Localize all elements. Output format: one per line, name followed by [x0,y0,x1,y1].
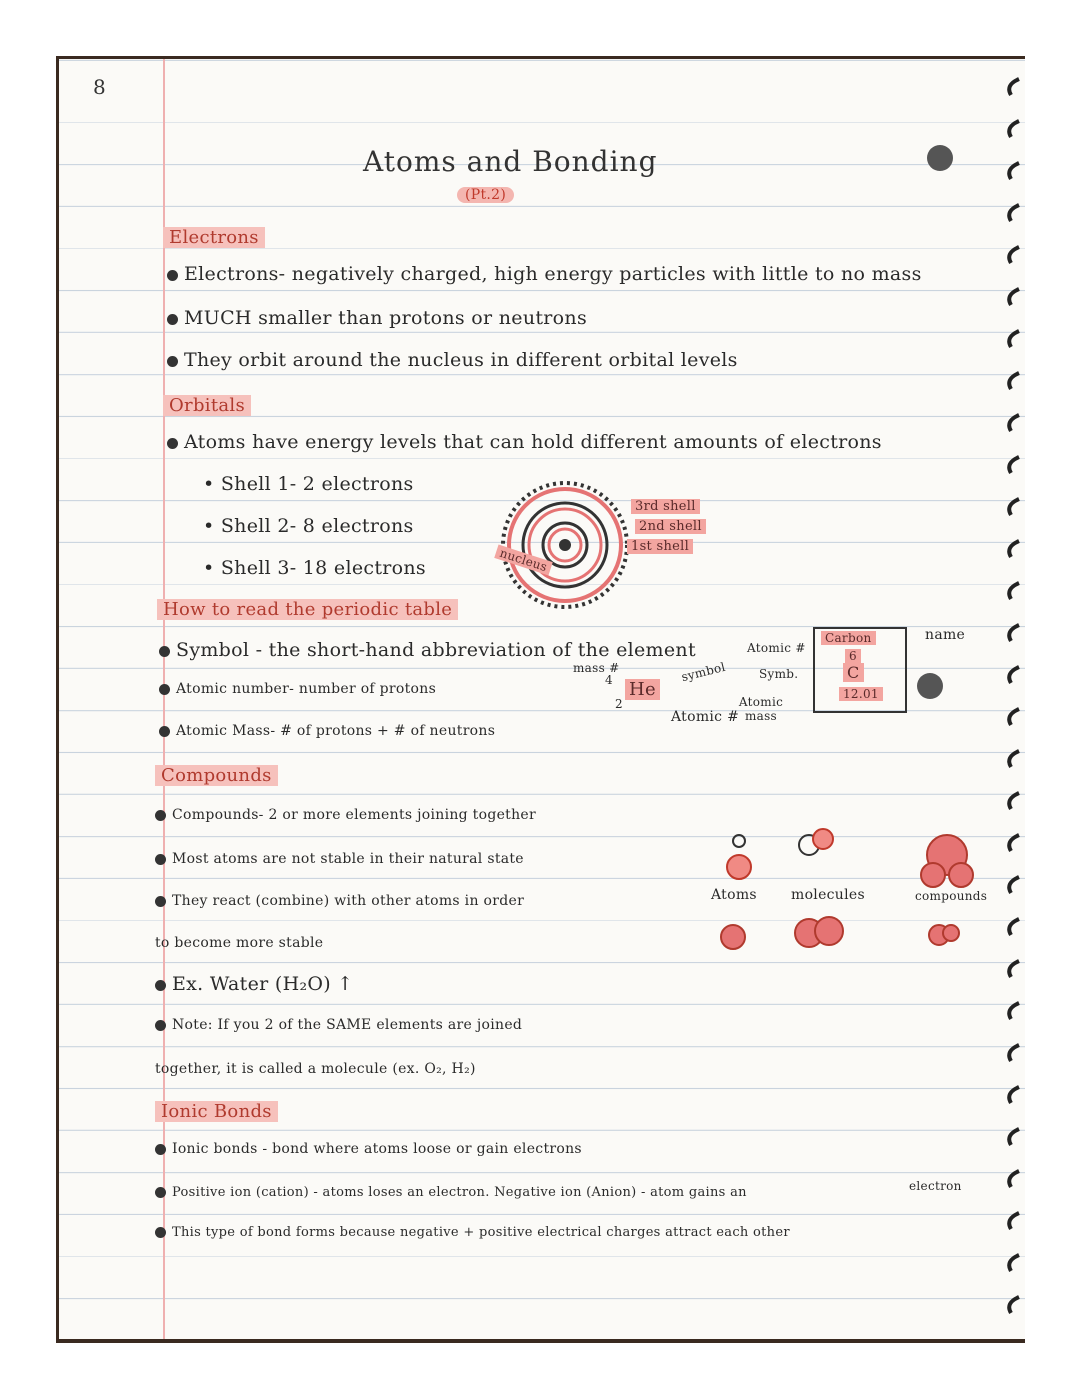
bullet-icon [155,1020,166,1031]
compounds-line-1: Compounds- 2 or more elements joining together [155,807,536,823]
bullet-icon [155,896,166,907]
compounds-line-3: They react (combine) with other atoms in order [155,893,524,909]
bullet-icon [167,356,178,367]
ionic-heading: Ionic Bonds [155,1101,278,1122]
compounds-heading: Compounds [155,765,278,786]
shell-1-text: • Shell 1- 2 electrons [203,473,414,495]
carbon-symbol: C [843,663,864,682]
carbon-number: 6 [845,649,861,663]
orbitals-heading: Orbitals [163,395,251,416]
bullet-icon [155,1144,166,1155]
ionic-line-1: Ionic bonds - bond where atoms loose or gain electrons [155,1141,582,1157]
bullet-icon [155,810,166,821]
shell-label-1: 1st shell [627,539,693,554]
he-mass-value: 4 [605,673,613,687]
compounds-line-5: Ex. Water (H₂O) ↑ [155,973,354,995]
bullet-icon [167,314,178,325]
molecules-label: molecules [791,887,865,903]
he-symbol-label: symbol [679,659,727,685]
he-mass-label: mass # [573,661,620,675]
bullet-icon [159,684,170,695]
bullet-icon [155,854,166,865]
nucleus-label: nucleus [494,545,553,576]
bullet-icon [167,270,178,281]
periodic-line-1: Symbol - the short-hand abbreviation of the element [159,639,696,661]
carbon-name: Carbon [821,631,876,645]
he-symbol: He [625,679,660,700]
electrons-line-3: They orbit around the nucleus in different orbital levels [167,349,738,371]
ionic-line-3: This type of bond forms because negative + positive electrical charges attract each other [155,1225,790,1240]
periodic-line-2: Atomic number- number of protons [159,681,436,697]
carbon-mass: 12.01 [839,687,883,701]
he-atomic-label: Atomic # [671,709,740,725]
electrons-line-2: MUCH smaller than protons or neutrons [167,307,587,329]
orbitals-intro: Atoms have energy levels that can hold different amounts of electrons [167,431,882,453]
page-subtitle: (Pt.2) [457,187,514,203]
carbon-atomic-label: Atomic # [747,641,806,655]
electrons-heading: Electrons [163,227,265,248]
page-title: Atoms and Bonding [363,145,658,178]
ionic-line-2: Positive ion (cation) - atoms loses an electron. Negative ion (Anion) - atom gains an [155,1185,747,1200]
bullet-icon [159,646,170,657]
shell-label-2: 2nd shell [635,519,706,534]
bullet-icon [167,438,178,449]
periodic-line-3: Atomic Mass- # of protons + # of neutrons [159,723,495,739]
bullet-icon [155,1227,166,1238]
page-number: 8 [93,75,106,99]
periodic-heading: How to read the periodic table [157,599,458,620]
ionic-electron-word: electron [909,1179,962,1193]
bullet-icon [155,980,166,991]
compounds-line-7: together, it is called a molecule (ex. O₂, H₂) [155,1061,476,1077]
compounds-line-4: to become more stable [155,935,324,951]
carbon-name-label: name [925,627,966,643]
shell-2-text: • Shell 2- 8 electrons [203,515,414,537]
bullet-icon [159,726,170,737]
spiral-binding [989,59,1025,1339]
electrons-line-1: Electrons- negatively charged, high energy particles with little to no mass [167,263,922,285]
atoms-label: Atoms [711,887,757,903]
he-number-value: 2 [615,697,623,711]
compounds-label: compounds [915,889,988,903]
binder-hole [927,145,953,171]
shell-3-text: • Shell 3- 18 electrons [203,557,426,579]
compounds-line-6: Note: If you 2 of the SAME elements are joined [155,1017,522,1033]
carbon-mass-label: Atomic mass [738,695,784,723]
binder-hole [917,673,943,699]
shell-label-3: 3rd shell [631,499,700,514]
carbon-symb-label: Symb. [759,667,799,681]
electron-shell-diagram [497,477,633,613]
carbon-element-box [813,627,907,713]
bullet-icon [155,1187,166,1198]
compounds-line-2: Most atoms are not stable in their natural state [155,851,524,867]
notebook-page [56,56,1025,1343]
